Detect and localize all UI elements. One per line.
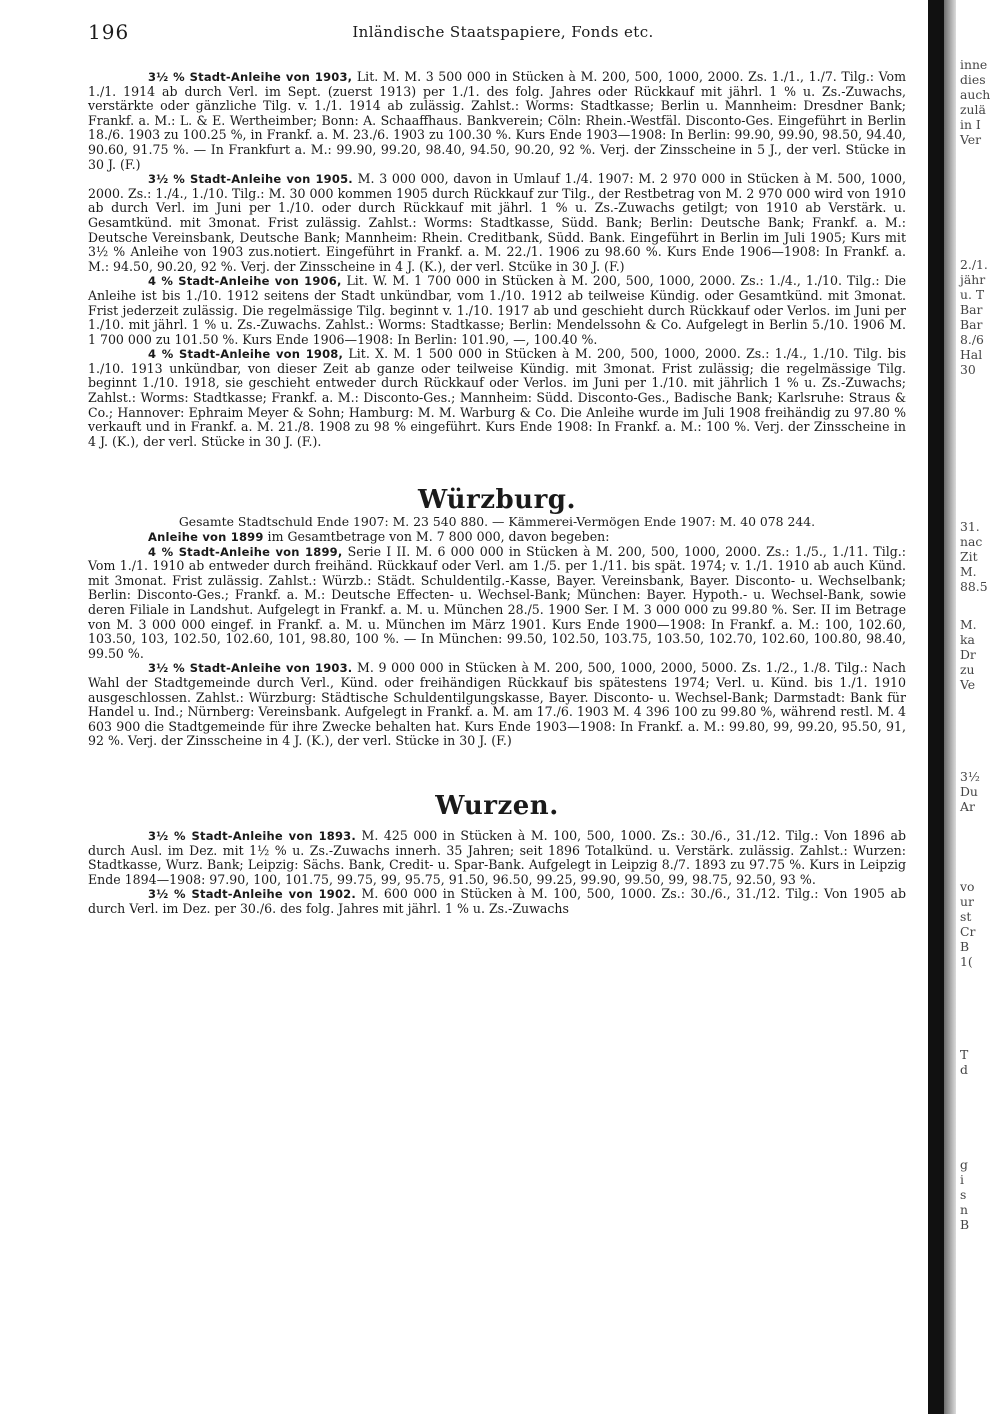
loan-heading: 4 % Stadt-Anleihe von 1899, [148, 544, 343, 559]
bleed-fragment: zu [960, 662, 975, 677]
page-header [88, 20, 918, 50]
bleed-fragment: Ar [960, 799, 975, 814]
bleed-fragment: Zit [960, 549, 978, 564]
book-gutter [944, 0, 956, 1414]
bleed-fragment: 30 [960, 362, 976, 377]
loan-entry [88, 530, 906, 545]
loan-text: im Gesamtbetrage von M. 7 800 000, davon begeben: [263, 529, 610, 545]
bleed-fragment: Du [960, 784, 978, 799]
bleed-fragment: n [960, 1202, 968, 1217]
city-heading-wurzen: Wurzen. [435, 790, 559, 821]
loan-entry [88, 274, 906, 347]
loan-heading: 4 % Stadt-Anleihe von 1906, [148, 274, 342, 289]
bleed-fragment: Dr [960, 647, 976, 662]
bleed-fragment: i [960, 1172, 964, 1187]
bleed-fragment: M. [960, 617, 977, 632]
bleed-fragment: B [960, 939, 970, 954]
bleed-fragment: 2./1. [960, 257, 988, 272]
bleed-fragment: 88.5 [960, 579, 988, 594]
loan-text: M. 600 000 in Stücken à M. 100, 500, 1000. Zs.: 30./6., 31./12. Tilg.: Von 1905 ab durch Verl. im Dez. per 30./6. des folg. Jahres mit jährl. 1 % u. Zs.-Zuwachs [88, 886, 906, 916]
loan-heading: 4 % Stadt-Anleihe von 1908, [148, 347, 344, 362]
bleed-fragment: nac [960, 534, 983, 549]
loan-text: Lit. X. M. 1 500 000 in Stücken à M. 200, 500, 1000, 2000. Zs.: 1./4., 1./10. Tilg. bis 1./10. 1913 unkündbar, von dieser Zeit ab ganze oder teilweise Kündig. mit 3monat. Frist zulässig; die regelmässige Tilg. beginnt 1./10. 1918, sie geschieht entweder durch Rückkauf oder Verlos. im Juni per 1./10. mit jährlich 1 % u. Zs.-Zuwachs; Zahlst.: Worms: Stadtkasse; Frankf. a. M.: Disconto-Ges.; Mannheim: Südd. Disconto-Ges., Badische Bank; Karlsruhe: Straus & Co.; Hannover: Ephraim Meyer & Sohn; Hamburg: M. M. Warburg & Co. Die Anleihe wurde im Juli 1908 freihändig zu 97.80 % verkauft und in Frankf. a. M. 21./8. 1908 zu 98 % eingeführt. Kurs Ende 1908: In Frankf. a. M.: 100 %. Verj. der Zinsscheine in 4 J. (K.), der verl. Stücke in 30 J. (F.). [88, 346, 907, 449]
bleed-fragment: inne [960, 57, 988, 72]
loan-heading: 3½ % Stadt-Anleihe von 1903. [148, 661, 353, 676]
bleed-fragment: in I [960, 117, 981, 132]
bleed-fragment: d [960, 1062, 968, 1077]
total-debt-line: Gesamte Stadtschuld Ende 1907: M. 23 540 880. — Kämmerei-Vermögen Ende 1907: M. 40 078 244. [178, 514, 816, 530]
bleed-fragment: Hal [960, 347, 983, 362]
loan-entry [88, 887, 906, 916]
bleed-fragment: 31. [960, 519, 980, 534]
bleed-fragment: Ver [960, 132, 982, 147]
bleed-fragment: 1( [960, 954, 973, 969]
loan-entry [88, 829, 906, 887]
loan-entry [88, 661, 906, 749]
loan-text: M. 9 000 000 in Stücken à M. 200, 500, 1000, 2000, 5000. Zs. 1./2., 1./8. Tilg.: Nach Wahl der Stadtgemeinde durch Verl., Künd. oder freihändigen Rückkauf bis spätestens 1974; Verl. u. Künd. bis 1./1. 1910 ausgeschlossen. Zahlst.: Würzburg: Städtische Schuldentilgungskasse, Bayer. Disconto- u. Wechsel-Bank; Darmstadt: Bank für Handel u. Ind.; Nürnberg: Vereinsbank. Aufgelegt in Frankf. a. M. am 17./6. 1903 M. 4 396 100 zu 99.80 %, während restl. M. 4 603 900 die Stadtgemeinde für ihre Zwecke behalten hat. Kurs Ende 1903—1908: In Frankf. a. M.: 99.80, 99, 99.20, 95.50, 91, 92 %. Verj. der Zinsscheine in 4 J. (K.), der verl. Stücke in 30 J. (F.) [88, 660, 906, 749]
main-column [88, 70, 906, 917]
loan-text: Lit. M. M. 3 500 000 in Stücken à M. 200, 500, 1000, 2000. Zs. 1./1., 1./7. Tilg.: Vom 1./1. 1914 ab durch Verl. im Sept. (zuerst 1913) per 1./1. des folg. Jahres oder Rückkauf mit jährl. 1 % u. Zs.-Zuwachs, verstärkte oder gänzliche Tilg. v. 1./1. 1914 ab zulässig. Zahlst.: Worms: Stadtkasse; Berlin u. Mannheim: Dresdner Bank; Frankf. a. M.: L. & E. Wertheimber; Bonn: A. Schaaffhaus. Bankverein; Cöln: Rhein.-Westfäl. Disconto-Ges. Eingeführt in Berlin 18./6. 1903 zu 100.25 %, in Frankf. a. M. 23./6. 1903 zu 100.30 %. Kurs Ende 1903—1908: In Berlin: 99.90, 99.90, 98.50, 94.40, 90.60, 91.75 %. — In Frankfurt a. M.: 99.90, 99.20, 98.40, 94.50, 90.20, 92 %. Verj. der Zinsscheine in 5 J., der verl. Stücke in 30 J. (F.) [88, 69, 906, 172]
city-heading-wuerzburg: Würzburg. [417, 485, 577, 516]
bleed-fragment: auch [960, 87, 991, 102]
book-spine-shadow [928, 0, 944, 1414]
bleed-fragment: g [960, 1157, 968, 1172]
loan-text: M. 3 000 000, davon in Umlauf 1./4. 1907: M. 2 970 000 in Stücken à M. 500, 1000, 2000. Zs.: 1./4., 1./10. Tilg.: M. 30 000 kommen 1905 durch Rückkauf zur Tilg., der Restbetrag von M. 2 970 000 wird von 1910 ab durch Verl. im Juni per 1./10. oder durch Rückkauf mit jährl. 1 % u. Zs.-Zuwachs getilgt; von 1910 ab Verstärk. u. Gesamtkünd. mit 3monat. Frist zulässig. Zahlst.: Worms: Stadtkasse, Südd. Bank; Berlin: Deutsche Bank; Frankf. a. M.: Deutsche Vereinsbank, Deutsche Bank; Mannheim: Rhein. Creditbank, Südd. Bank. Eingeführt in Berlin im Juli 1905; Kurs mit 3½ % Anleihe von 1903 zus.notiert. Eingeführt in Frankf. a. M. 22./1. 1906 zu 98.60 %. Kurs Ende 1906—1908: In Frankf. a. M.: 94.50, 90.20, 92 %. Verj. der Zinsscheine in 4 J. (K.), der verl. Stcüke in 30 J. (F.) [88, 171, 906, 274]
loan-text: Serie I II. M. 6 000 000 in Stücken à M. 200, 500, 1000, 2000. Zs.: 1./5., 1./11. Tilg.: Vom 1./1. 1910 ab entweder durch freihänd. Rückkauf oder Verl. am 1./5. per 1./11. bis spät. 1974; v. 1./1. 1910 ab auch Künd. mit 3monat. Frist zulässig. Zahlst.: Würzb.: Städt. Schuldentilg.-Kasse, Bayer. Vereinsbank, Bayer. Disconto- u. Wechselbank; Berlin: Disconto-Ges.; Frankf. a. M.: Deutsche Effecten- u. Wechsel-Bank; München: Bayer. Hypoth.- u. Wechsel-Bank, sowie deren Filiale in Landshut. Aufgelegt in Frankf. a. M. u. München 28./5. 1900 Ser. I M. 3 000 000 zu 99.80 %. Ser. II im Betrage von M. 3 000 000 eingef. in Frankf. a. M. u. München im März 1901. Kurs Ende 1900—1908: In Frankf. a. M.: 100, 102.60, 103.50, 103, 102.50, 102.60, 101, 98.80, 100 %. — In München: 99.50, 102.50, 103.75, 103.50, 102.70, 102.60, 100.80, 98.40, 99.50 %. [88, 543, 906, 661]
page-number: 196 [88, 20, 130, 44]
loan-entry [88, 545, 906, 662]
bleed-fragment: jähr [960, 272, 986, 287]
bleed-fragment: vo [960, 879, 975, 894]
bleed-fragment: dies [960, 72, 986, 87]
loan-entry [88, 172, 906, 274]
bleed-fragment: ur [960, 894, 974, 909]
bleed-fragment: Bar [960, 302, 983, 317]
loan-heading: 3½ % Stadt-Anleihe von 1902. [148, 887, 356, 902]
bleed-fragment: st [960, 909, 972, 924]
bleed-fragment: 3½ [960, 769, 980, 784]
bleed-fragment: ka [960, 632, 975, 647]
bleed-fragment: u. T [960, 287, 985, 302]
adjacent-page-edge [958, 0, 1000, 1414]
bleed-fragment: s [960, 1187, 967, 1202]
loan-heading: 3½ % Stadt-Anleihe von 1905. [148, 172, 353, 187]
loan-entry [88, 347, 906, 449]
loan-text: Lit. W. M. 1 700 000 in Stücken à M. 200, 500, 1000, 2000. Zs.: 1./4., 1./10. Tilg.: Die Anleihe ist bis 1./10. 1912 seitens der Stadt unkündbar, vom 1./10. 1912 ab teilweise Kündig. oder Gesamtkünd. mit 3monat. Frist jederzeit zulässig. Die regelmässige Tilg. beginnt v. 1./10. 1917 ab und geschieht durch Rückkauf oder Verlos. im Juni per 1./10. mit jährl. 1 % u. Zs.-Zuwachs. Zahlst.: Worms: Stadtkasse; Berlin: Mendelssohn & Co. Aufgelegt in Berlin 5./10. 1906 M. 1 700 000 zu 101.50 %. Kurs Ende 1906—1908: In Berlin: 101.90, —, 100.40 %. [88, 273, 906, 347]
running-title: Inländische Staatspapiere, Fonds etc. [352, 23, 654, 41]
loan-entry [88, 70, 906, 172]
loan-heading: 3½ % Stadt-Anleihe von 1903, [148, 70, 353, 84]
bleed-fragment: M. [960, 564, 977, 579]
bleed-fragment: Bar [960, 317, 983, 332]
bleed-fragment: Cr [960, 924, 976, 939]
bleed-fragment: T [960, 1047, 969, 1062]
loan-heading: 3½ % Stadt-Anleihe von 1893. [148, 828, 356, 843]
bleed-fragment: B [960, 1217, 970, 1232]
bleed-fragment: 8./6 [960, 332, 984, 347]
loan-text: M. 425 000 in Stücken à M. 100, 500, 1000. Zs.: 30./6., 31./12. Tilg.: Von 1896 ab durch Ausl. im Dez. mit 1½ % u. Zs.-Zuwachs innerh. 35 Jahren; seit 1896 Totalkünd. u. Verstärk. zulässig. Zahlst.: Wurzen: Stadtkasse, Wurz. Bank; Leipzig: Sächs. Bank, Credit- u. Spar-Bank. Aufgelegt in Leipzig 8./7. 1893 zu 97.75 %. Kurs in Leipzig Ende 1894—1908: 97.90, 100, 101.75, 99.75, 99, 95.75, 91.50, 96.50, 99.25, 99.90, 99.50, 99, 98.75, 92.50, 93 %. [88, 827, 906, 887]
bleed-fragment: zulä [960, 102, 986, 117]
loan-heading: Anleihe von 1899 [148, 530, 264, 545]
bleed-fragment: Ve [960, 677, 976, 692]
